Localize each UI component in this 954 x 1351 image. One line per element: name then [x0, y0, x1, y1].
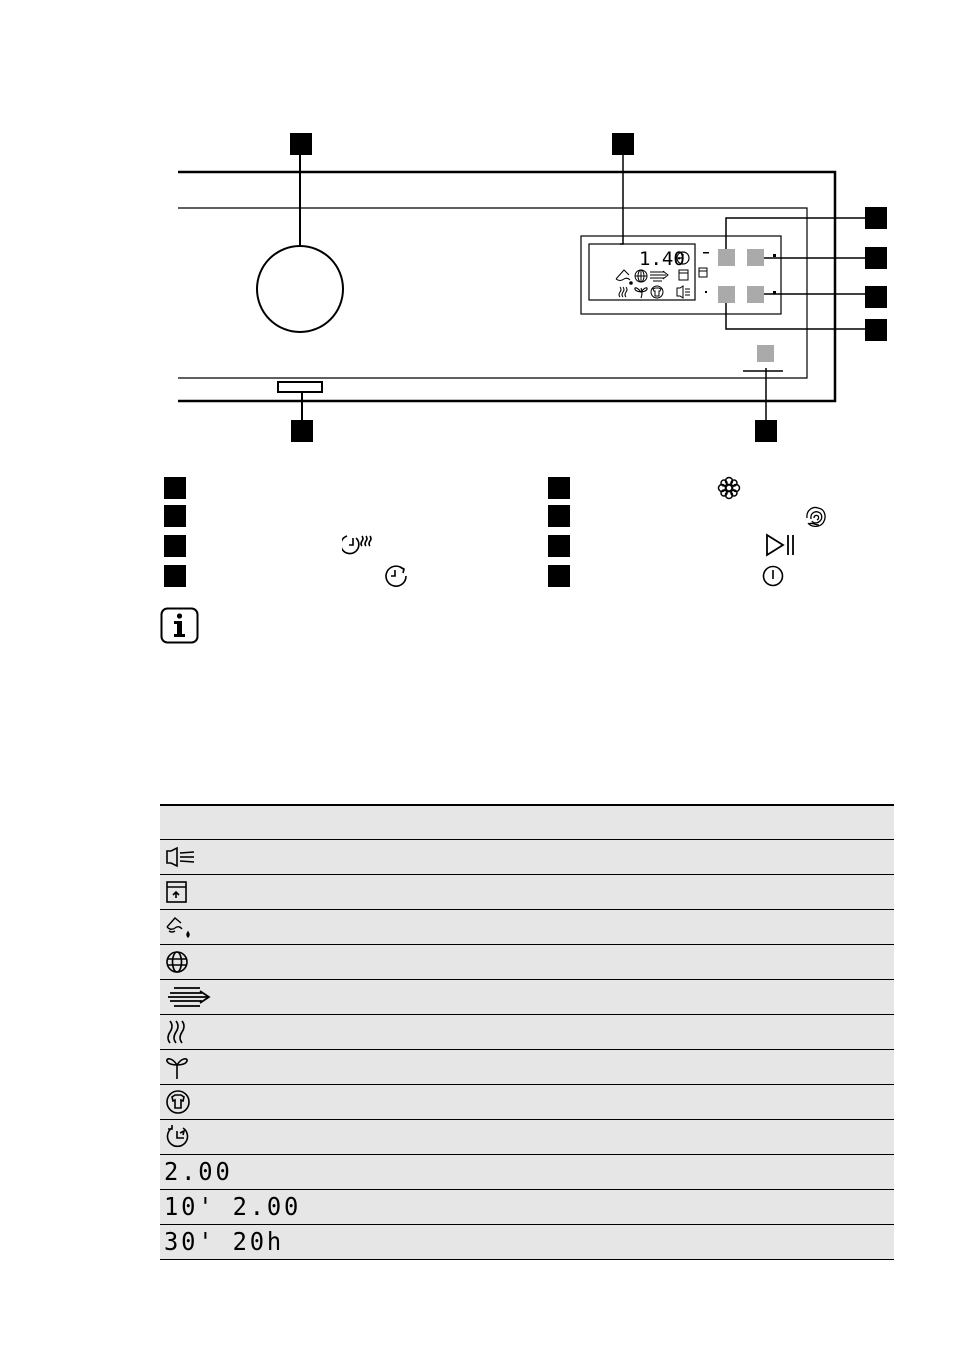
- legend-marker-4: [164, 565, 186, 587]
- table-row: [160, 1190, 894, 1225]
- delay-clock-icon: [383, 563, 409, 589]
- detergent-slot: [278, 382, 322, 392]
- legend-marker-1: [164, 477, 186, 499]
- fast-flow-icon: [164, 984, 216, 1010]
- fast-flow-icon: [650, 271, 668, 281]
- sound-icon: [677, 286, 690, 298]
- table-row: [160, 1050, 894, 1085]
- panel-inner-frame: [178, 208, 807, 378]
- sound-icon: [164, 846, 198, 868]
- callout-marker-slot: [291, 420, 313, 442]
- panel-outer-frame: [178, 172, 835, 401]
- globe-icon: [635, 270, 647, 282]
- table-row: [160, 840, 894, 875]
- legend-marker-6: [548, 505, 570, 527]
- callout-marker-button-1: [865, 207, 887, 229]
- legend-marker-8: [548, 565, 570, 587]
- door-icon: [699, 268, 707, 277]
- power-icon: [761, 564, 785, 588]
- program-knob[interactable]: [257, 246, 343, 332]
- table-row: [160, 945, 894, 980]
- legend-marker-3: [164, 535, 186, 557]
- callout-marker-button-2: [865, 247, 887, 269]
- shirt-icon: [164, 1088, 194, 1116]
- table-row: [160, 1225, 894, 1260]
- touch-button-2[interactable]: [747, 249, 764, 266]
- table-row: [160, 1155, 894, 1190]
- play-pause-icon: [764, 532, 796, 558]
- callout-marker-display: [612, 133, 634, 155]
- shirt-icon: [651, 286, 663, 298]
- globe-icon: [164, 949, 194, 975]
- power-button[interactable]: [757, 345, 774, 362]
- display-text-1: 2.00: [164, 1157, 233, 1186]
- child-lock-icon: [164, 880, 194, 904]
- legend-marker-5: [548, 477, 570, 499]
- anti-crease-icon: [164, 1123, 194, 1151]
- symbol-table: [160, 804, 894, 1260]
- water-drop-icon: [616, 270, 632, 284]
- flower-icon: [717, 476, 741, 500]
- heat-icon: [164, 1019, 192, 1045]
- touch-button-1[interactable]: [718, 249, 735, 266]
- display-text-2: 10' 2.00: [164, 1192, 302, 1221]
- table-row: [160, 1085, 894, 1120]
- legend-marker-7: [548, 535, 570, 557]
- table-row: [160, 1120, 894, 1155]
- callout-marker-power: [755, 420, 777, 442]
- table-row: [160, 910, 894, 945]
- touch-button-3[interactable]: [718, 286, 735, 303]
- timer-heat-icon: [342, 532, 376, 556]
- water-drop-icon: [164, 914, 196, 940]
- wool-icon: [803, 504, 829, 530]
- heat-icon: [619, 287, 627, 297]
- lcd-time: 1.40: [639, 248, 685, 270]
- callout-marker-button-3: [865, 286, 887, 308]
- callout-marker-button-4: [865, 319, 887, 341]
- table-header-row: [160, 805, 894, 840]
- touch-button-4[interactable]: [747, 286, 764, 303]
- table-row: [160, 980, 894, 1015]
- lock-icon: [679, 270, 688, 280]
- fan-icon: [635, 288, 647, 298]
- info-icon: [160, 607, 200, 645]
- display-text-3: 30' 20h: [164, 1227, 285, 1256]
- fan-icon: [164, 1053, 194, 1081]
- control-panel-diagram: [0, 0, 954, 460]
- table-row: [160, 875, 894, 910]
- legend-marker-2: [164, 505, 186, 527]
- callout-marker-knob: [290, 133, 312, 155]
- table-row: [160, 1015, 894, 1050]
